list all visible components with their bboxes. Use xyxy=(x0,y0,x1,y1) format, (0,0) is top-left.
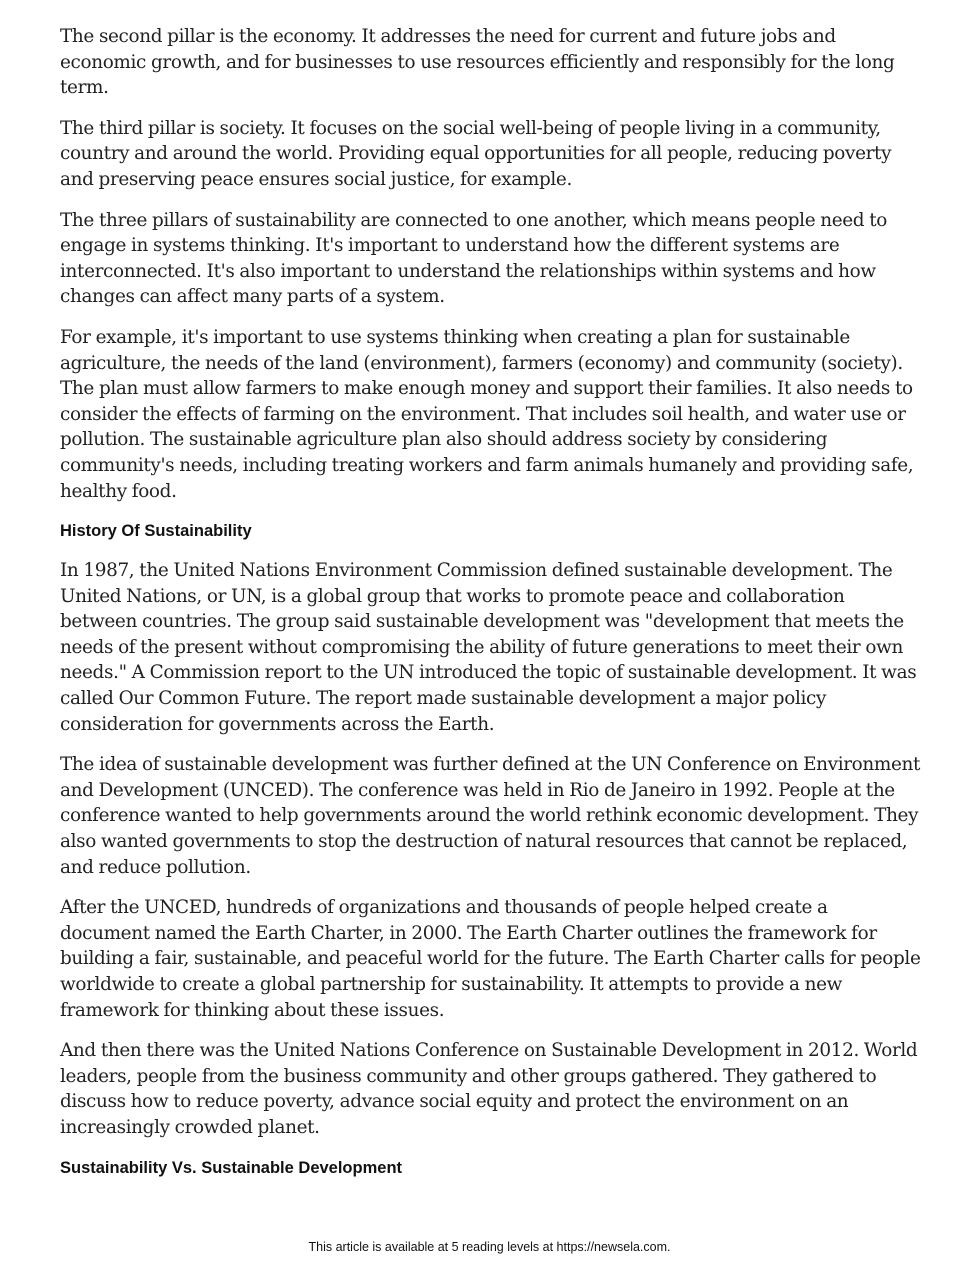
paragraph-economy-pillar: The second pillar is the economy. It addresses the need for current and future jobs and economic growth, and for businesses to use resources efficiently and responsibly for the long term. xyxy=(60,26,895,99)
section-heading-history: History Of Sustainability xyxy=(60,522,252,541)
paragraph-2012-conference: And then there was the United Nations Conference on Sustainable Development in 2012. World leaders, people from the business community and other groups gathered. They gathered to discuss how to reduce poverty, advance social equity and protect the environment on an increasingly crowded planet. xyxy=(60,1040,918,1138)
paragraph-1987-commission: In 1987, the United Nations Environment Commission defined sustainable development. The United Nations, or UN, is a global group that works to promote peace and collaboration between countries. The group said sustainable development was "development that meets the needs of the present without compromising the ability of future generations to meet their own needs." A Commission report to the UN introduced the topic of sustainable development. It was called Our Common Future. The report made sustainable development a major policy consideration for governments across the Earth. xyxy=(60,560,917,735)
section-heading-comparison: Sustainability Vs. Sustainable Development xyxy=(60,1158,403,1177)
page-footer: This article is available at 5 reading levels at https://newsela.com. xyxy=(308,1240,671,1254)
paragraph-agriculture-example: For example, it's important to use systems thinking when creating a plan for sustainable agriculture, the needs of the land (environment), farmers (economy) and community (society). The plan must allow farmers to make enough money and support their families. It also needs to consider the effects of farming on the environment. That includes soil health, and water use or pollution. The sustainable agriculture plan also should address society by considering community's needs, including treating workers and farm animals humanely and providing safe, healthy food. xyxy=(60,326,914,502)
article-body xyxy=(60,24,922,1195)
paragraph-earth-charter: After the UNCED, hundreds of organizations and thousands of people helped create a document named the Earth Charter, in 2000. The Earth Charter outlines the framework for building a fair, sustainable, and peaceful world for the future. The Earth Charter calls for people worldwide to create a global partnership for sustainability. It attempts to provide a new framework for thinking about these issues. xyxy=(60,897,921,1021)
paragraph-society-pillar: The third pillar is society. It focuses on the social well-being of people living in a community, country and around the world. Providing equal opportunities for all people, reducing poverty and preserving peace ensures social justice, for example. xyxy=(60,117,892,190)
paragraph-unced: The idea of sustainable development was further defined at the UN Conference on Environment and Development (UNCED). The conference was held in Rio de Janeiro in 1992. People at the conference wanted to help governments around the world rethink economic development. They also wanted governments to stop the destruction of natural resources that cannot be replaced, and reduce pollution. xyxy=(60,754,921,878)
paragraph-systems-thinking: The three pillars of sustainability are connected to one another, which means people need to engage in systems thinking. It's important to understand how the different systems are interconnected. It's also important to understand the relationships within systems and how changes can affect many parts of a system. xyxy=(60,209,887,308)
